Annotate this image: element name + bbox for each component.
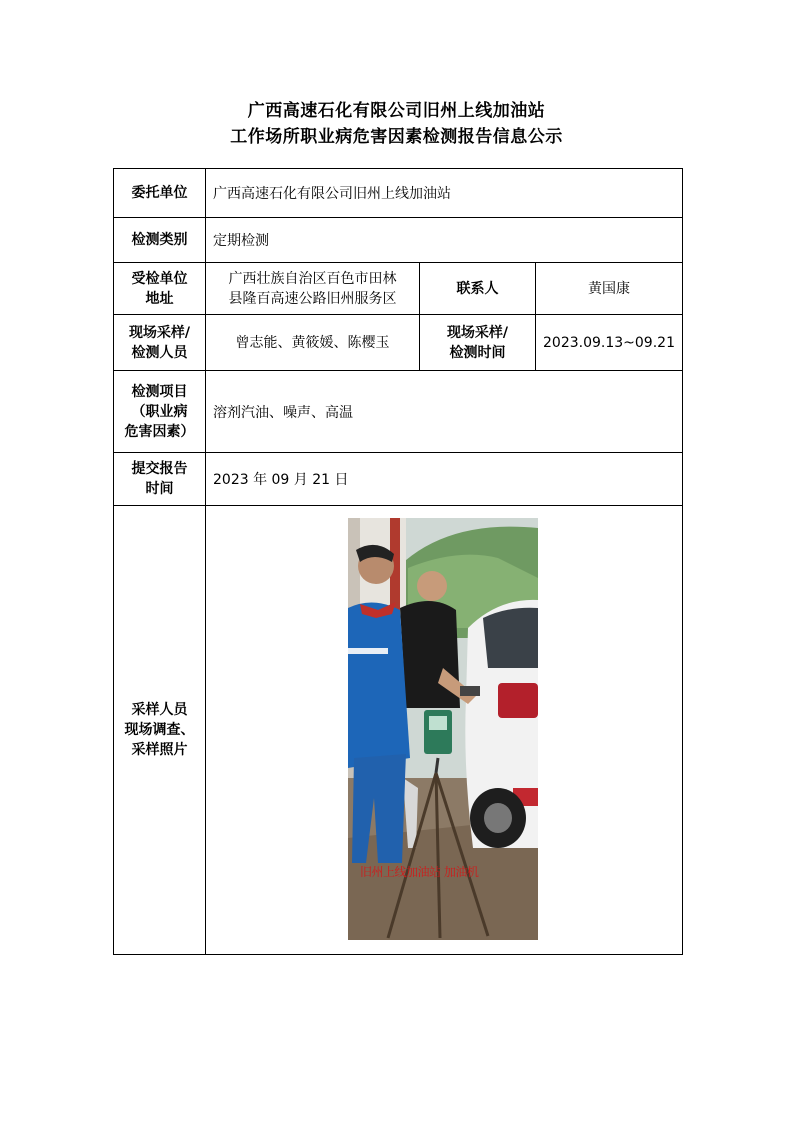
row-photo bbox=[114, 506, 683, 955]
address-value bbox=[206, 263, 420, 315]
time-label-line1: 现场采样/ bbox=[446, 324, 509, 341]
address-label-line1: 受检单位 bbox=[131, 270, 188, 287]
address-value-line1: 广西壮族自治区百色市田林 bbox=[228, 270, 397, 287]
time-label-line2: 检测时间 bbox=[449, 344, 506, 361]
row-address bbox=[114, 263, 683, 315]
personnel-label-line2: 检测人员 bbox=[131, 344, 188, 361]
personnel-label bbox=[114, 315, 206, 371]
report-date-label-line2: 时间 bbox=[145, 481, 174, 497]
items-value: 溶剂汽油、噪声、高温 bbox=[206, 371, 683, 453]
row-client bbox=[114, 169, 683, 218]
items-label bbox=[114, 371, 206, 453]
photo-label bbox=[114, 506, 206, 955]
report-title-line2: 工作场所职业病危害因素检测报告信息公示 bbox=[230, 127, 563, 147]
client-label: 委托单位 bbox=[114, 169, 206, 218]
items-label-line2: （职业病 bbox=[131, 403, 188, 420]
time-value: 2023.09.13~09.21 bbox=[536, 315, 683, 371]
report-date-value: 2023 年 09 月 21 日 bbox=[206, 453, 683, 506]
photo-label-line2: 现场调查、 bbox=[124, 722, 195, 738]
row-report-date bbox=[114, 453, 683, 506]
personnel-label-line1: 现场采样/ bbox=[128, 324, 191, 341]
category-value: 定期检测 bbox=[206, 218, 683, 263]
category-label: 检测类别 bbox=[114, 218, 206, 263]
row-personnel bbox=[114, 315, 683, 371]
address-value-line2: 县隆百高速公路旧州服务区 bbox=[228, 290, 397, 307]
photo-label-line1: 采样人员 bbox=[131, 702, 188, 718]
items-label-line3: 危害因素） bbox=[124, 423, 195, 440]
photo-cell bbox=[206, 506, 683, 955]
report-table bbox=[113, 168, 683, 955]
contact-value: 黄国康 bbox=[536, 263, 683, 315]
sampling-photo bbox=[348, 518, 538, 940]
contact-label: 联系人 bbox=[420, 263, 536, 315]
address-label bbox=[114, 263, 206, 315]
row-category bbox=[114, 218, 683, 263]
client-value: 广西高速石化有限公司旧州上线加油站 bbox=[206, 169, 683, 218]
items-label-line1: 检测项目 bbox=[131, 383, 188, 400]
photo-caption: 旧州上线加油站 加油机 bbox=[360, 865, 479, 879]
photo-label-line3: 采样照片 bbox=[131, 742, 188, 758]
report-date-label-line1: 提交报告 bbox=[131, 461, 188, 477]
time-label bbox=[420, 315, 536, 371]
personnel-value: 曾志能、黄筱媛、陈樱玉 bbox=[206, 315, 420, 371]
address-label-line2: 地址 bbox=[145, 290, 174, 307]
report-title-line1: 广西高速石化有限公司旧州上线加油站 bbox=[247, 101, 546, 121]
row-items bbox=[114, 371, 683, 453]
report-date-label bbox=[114, 453, 206, 506]
